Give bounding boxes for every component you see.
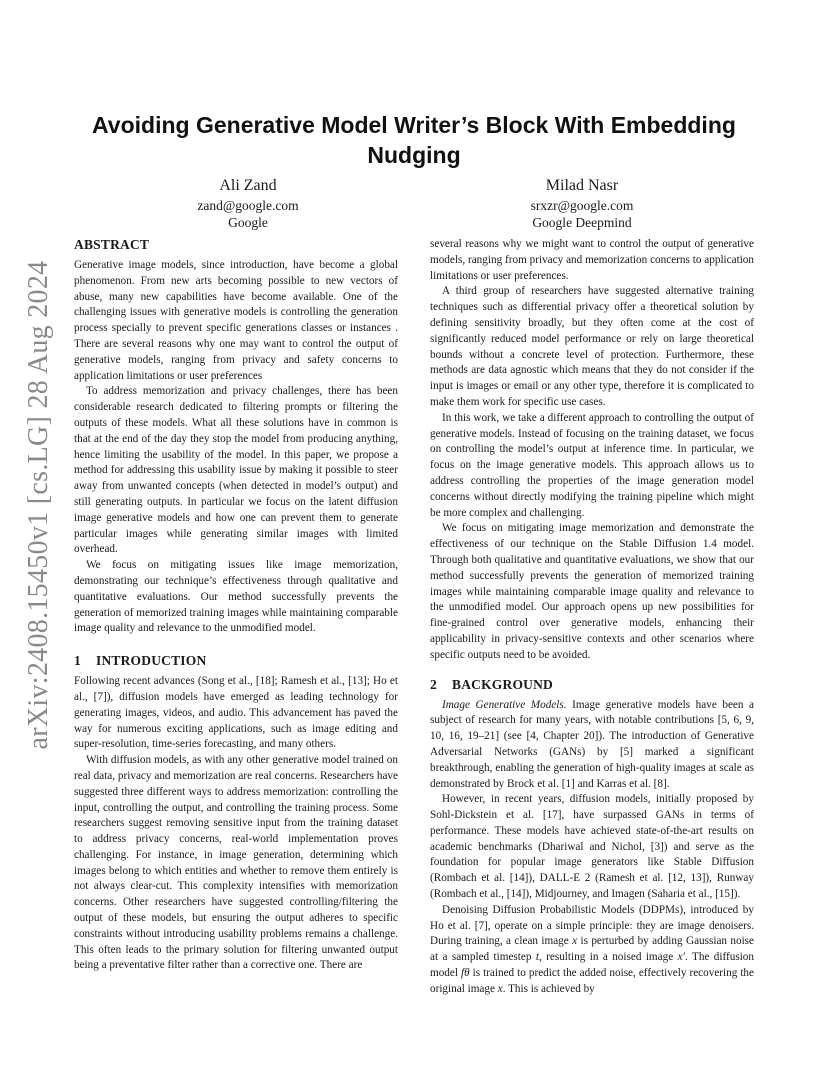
- author-email: srxzr@google.com: [530, 198, 634, 213]
- abstract-paragraph: We focus on mitigating issues like image memorization, demonstrating our technique’s effectiveness through qualitative and quantitative evaluations. Our method successfully prevents the generation of memorized training images while maintaining comparable image quality and relevance to the unmodified model.: [74, 559, 398, 635]
- author-name: Milad Nasr: [545, 177, 619, 194]
- intro-paragraph: We focus on mitigating image memorization and demonstrate the effectiveness of our technique on the Stable Diffusion 1.4 model. Through both qualitative and quantitative evaluations, we show that our method successfully prevents the generation of memorized training images while maintaining comparable image quality and relevance to the unmodified model. Our approach opens up new possibilities for fine-grained control over generative models, enhancing their applicability in privacy-sensitive contexts and other scenarios where specific outputs need to be avoided.: [430, 522, 754, 661]
- section-number: 1: [74, 653, 81, 669]
- author-affiliation: Google Deepmind: [532, 215, 632, 230]
- intro-paragraph: In this work, we take a different approach to controlling the output of generative models. Instead of focusing on the training dataset, we focus on controlling the model’s output at inference time. In particular, we focus on the image generative models. This approach allows us to address controlling the properties of the image generation model concerns without directly modifying the training pipeline which might be more complex and challenging.: [430, 411, 754, 519]
- author-block-1: [98, 176, 398, 231]
- background-paragraph: Image Generative Models. Image generative models have been a subject of research for many years, with notable contributions [5, 6, 9, 10, 16, 19–21] (see [4, Chapter 20]). The introduction of Generative Adversarial Networks (GANs) by [5] marked a significant breakthrough, enabling the generation of high-quality images at scale as demonstrated by Brock et al. [1] and Karras et al. [8].: [430, 698, 754, 790]
- author-block-2: [432, 176, 732, 231]
- runin-heading: Image Generative Models.: [442, 698, 567, 711]
- intro-paragraph-continued: several reasons why we might want to control the output of generative models, ranging from privacy and memorization concerns to application limitations or user preferences.: [430, 238, 754, 282]
- abstract-paragraph: Generative image models, since introduction, have become a global phenomenon. From new arts becoming possible to new vectors of abuse, many new capabilities have become available. One of the challenging issues with generative models is controlling the generation process specially to prevent specific generations classes or instances . There are several reasons why one may want to control the output of generative models, ranging from privacy and safety concerns to application limitations or user preferences: [74, 259, 398, 382]
- arxiv-identifier: [22, 260, 56, 750]
- section-number: 2: [430, 676, 437, 692]
- introduction-heading: [74, 652, 398, 670]
- intro-paragraph: Following recent advances (Song et al., [18]; Ramesh et al., [13]; Ho et al., [7]), diffusion models have emerged as leading technology for generating images, videos, and audio. This advancement has paved the way for numerous exciting applications, such as image editing and super-resolution, time-series forecasting, and many others.: [74, 675, 398, 751]
- right-column: [430, 237, 754, 998]
- abstract-heading: ABSTRACT: [74, 237, 150, 252]
- arxiv-identifier-text: arXiv:2408.15450v1 [cs.LG] 28 Aug 2024: [23, 260, 54, 750]
- section-title: BACKGROUND: [452, 676, 554, 692]
- author-name: Ali Zand: [219, 177, 277, 194]
- left-column: [74, 236, 398, 974]
- intro-paragraph: With diffusion models, as with any other generative model trained on real data, privacy and memorization are real concerns. Researchers have suggested three different ways to address memorization: controlling the input, controlling the output, and controlling the training process. Some researchers suggest removing sensitive input from the training dataset to address privacy concerns, real-world implementation proves challenging. For instance, in image generation, determining which images belong to which entities and whether to remove them entirely is not always clear-cut. This complexity intensifies with memorization concerns. Other researchers have suggested controlling/filtering the output of these models, but ensuring the output adheres to specific constraints without introducing usability problems remains a challenge. This often leads to the primary solution for filtering unwanted output being a preventative filter rather than a corrective one. There are: [74, 754, 398, 972]
- background-paragraph: However, in recent years, diffusion models, initially proposed by Sohl-Dickstein et al. [17], have surpassed GANs in terms of performance. These models have achieved state-of-the-art results on academic benchmarks (Dhariwal and Nichol, [3]) and serve as the foundation for popular image generators like Stable Diffusion (Rombach et al. [14]), DALL-E 2 (Ramesh et al. [12, 13]), Runway (Rombach et al., [14]), Midjourney, and Imagen (Saharia et al., [15]).: [430, 793, 754, 901]
- section-title: INTRODUCTION: [96, 653, 207, 669]
- background-paragraph: Denoising Diffusion Probabilistic Models (DDPMs), introduced by Ho et al. [7], operate on a simple principle: they are image denoisers. During training, a clean image x is perturbed by adding Gaussian noise at a sampled timestep t, resulting in a noised image x′. The diffusion model fθ is trained to predict the added noise, effectively recovering the original image x. This is achieved by: [430, 903, 755, 995]
- background-heading: [430, 676, 754, 694]
- paper-title: Avoiding Generative Model Writer’s Block With Embedding Nudging: [92, 112, 736, 168]
- author-affiliation: Google: [228, 215, 268, 230]
- abstract-paragraph: To address memorization and privacy challenges, there has been considerable research dedicated to filtering prompts or filtering the outputs of these models. What all these solutions have in common is that at the end of the day they stop the model from producing anything, hence limiting the usability of the model. In this paper, we propose a method for addressing this usability issue by making it possible to steer away from unwanted concepts (when detected in model’s output) and still generating outputs. In particular we focus on the latent diffusion image generative models and how one can prevent them to generate particular images while generating similar images with limited overhead.: [74, 385, 398, 556]
- author-email: zand@google.com: [197, 198, 299, 213]
- intro-paragraph: A third group of researchers have suggested alternative training techniques such as differential privacy offer a theoretical solution by defining sensitivity broadly, but they often come at the cost of significantly reduced model performance or rely on large theoretical bounds without a concrete level of protection. Furthermore, these methods are data agnostic which means that they do not consider if the input is images or email or any other type, therefore it is complicated to make them work for specific use cases.: [430, 285, 754, 408]
